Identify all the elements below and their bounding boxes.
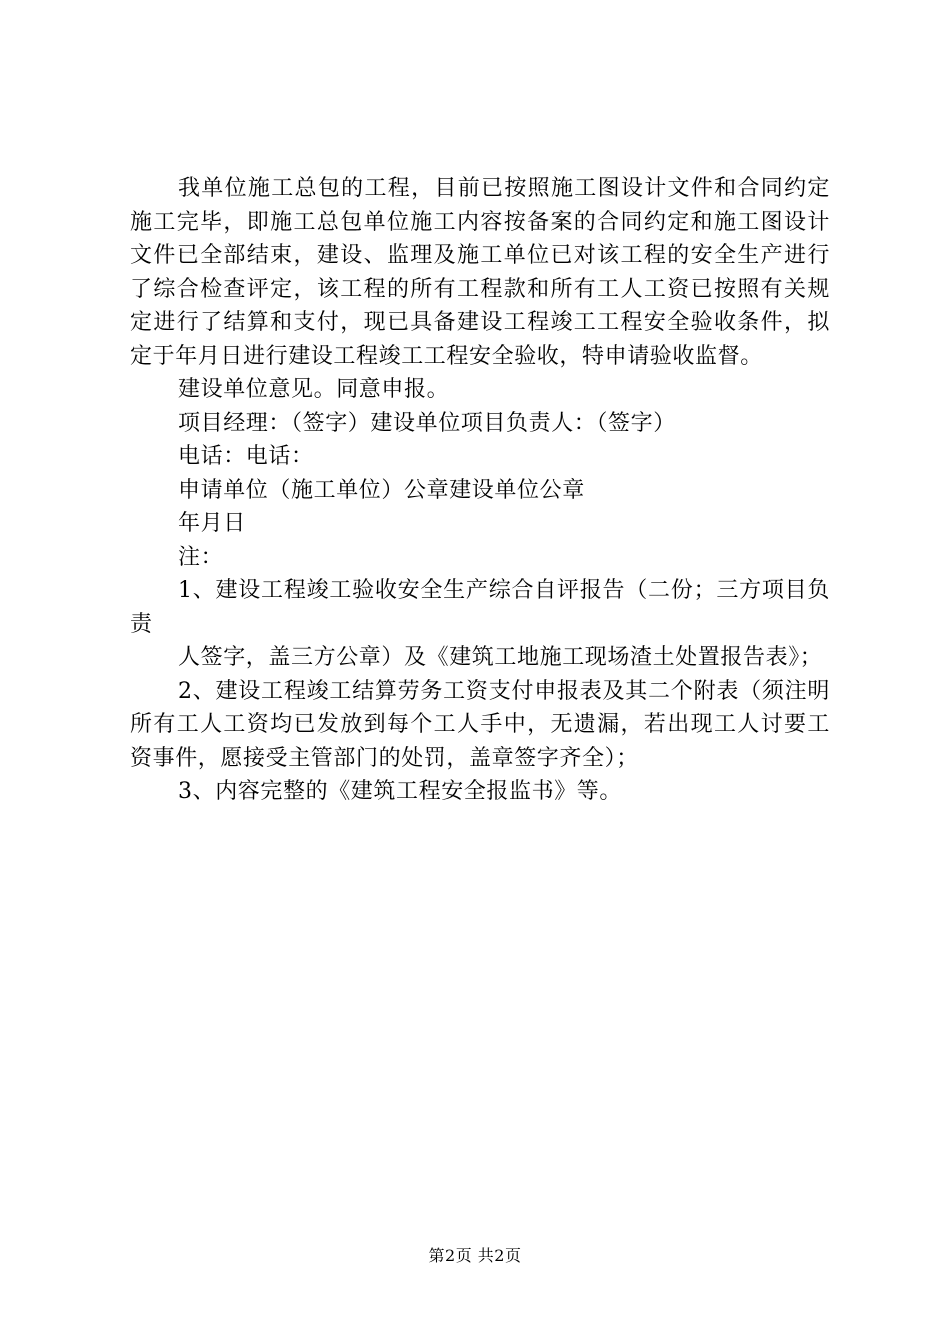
note-item-1-part2: 人签字，盖三方公章）及《建筑工地施工现场渣土处置报告表》； [178,645,823,670]
page-footer: 第2页 共2页 [428,1246,522,1265]
note-item-3: 3、内容完整的《建筑工程安全报监书》等。 [178,779,622,804]
signature-line: 项目经理：（签字）建设单位项目负责人：（签字） [178,410,676,436]
date-line: 年月日 [178,511,246,536]
note-item-2: 2、建设工程竣工结算劳务工资支付申报表及其二个附表（须注明所有工人工资均已发放到每个工人手中，无遗漏，若出现工人讨要工资事件，愿接受主管部门的处罚，盖章签字齐全）； [130,678,830,771]
opinion-line: 建设单位意见。同意申报。 [178,377,450,402]
phone-line: 电话：电话： [178,444,314,469]
intro-paragraph: 我单位施工总包的工程，目前已按照施工图设计文件和合同约定施工完毕，即施工总包单位施工内容按备案的合同约定和施工图设计文件已全部结束，建设、监理及施工单位已对该工程的安全生产进行了综合检查评定，该工程的所有工程款和所有工人工资已按照有关规定进行了结算和支付，现已具备建设工程竣工工程安全验收条件，拟定于年月日进行建设工程竣工工程安全验收，特申请验收监督。 [130,176,830,369]
note-item-1-part1: 1、建设工程竣工验收安全生产综合自评报告（二份；三方项目负责 [130,578,830,637]
document-body [130,172,830,809]
note-label: 注： [178,544,224,570]
seal-line: 申请单位（施工单位）公章建设单位公章 [178,477,585,503]
